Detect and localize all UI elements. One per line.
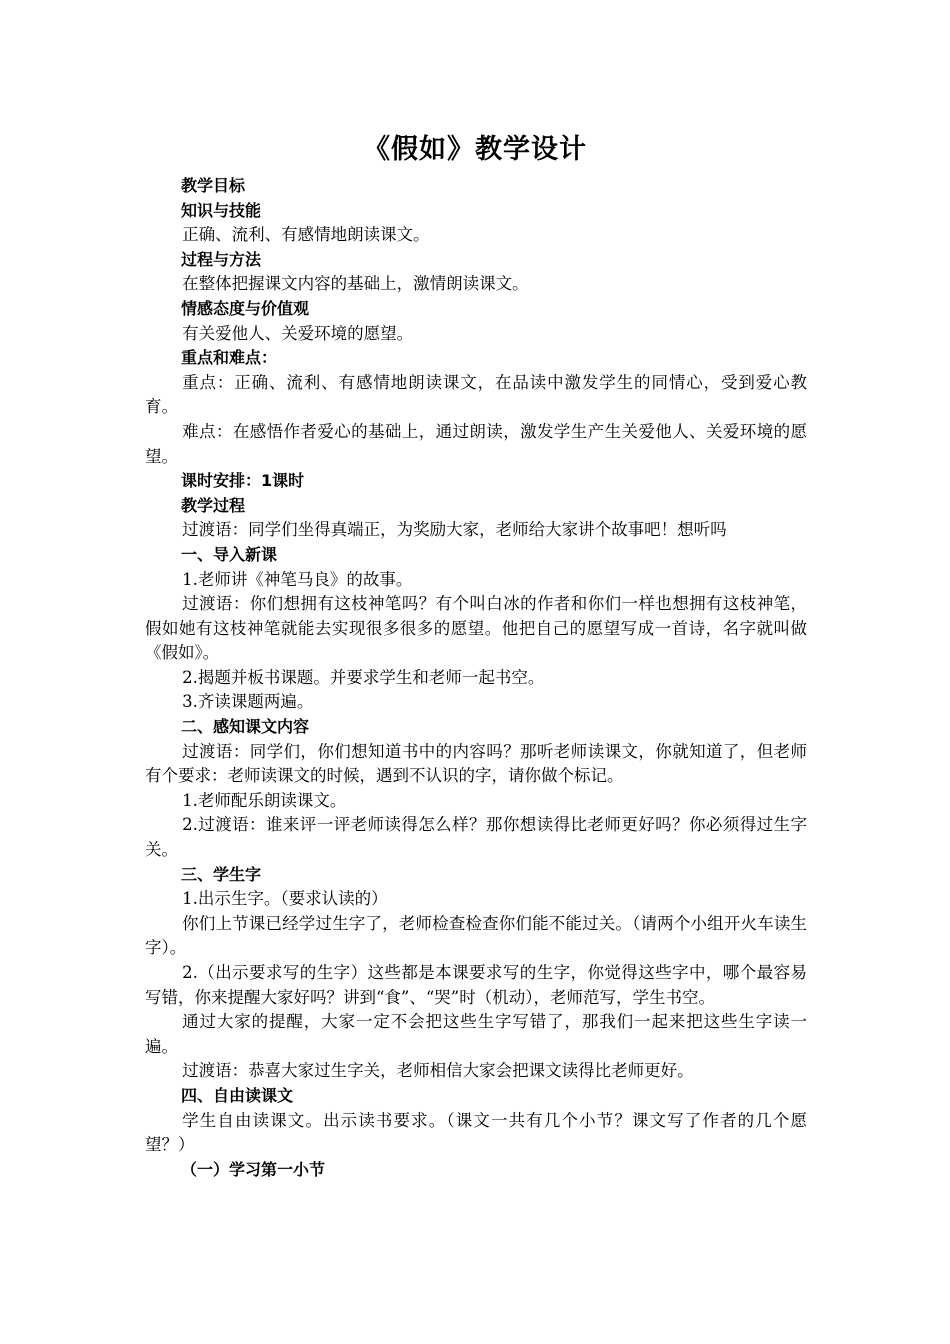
paragraph: 过渡语：同学们坐得真端正，为奖励大家，老师给大家讲个故事吧！想听吗 [182, 520, 727, 540]
section-heading: 过程与方法 [181, 249, 262, 269]
paragraph: 2.过渡语：谁来评一评老师读得怎么样？那你想读得比老师更好吗？你必须得过生字关。 [145, 815, 807, 860]
section-heading: 二、感知课文内容 [181, 717, 310, 737]
section-heading: 教学目标 [181, 176, 246, 195]
paragraph: 重点：正确、流利、有感情地朗读课文，在品读中激发学生的同情心，受到爱心教育。 [145, 372, 807, 417]
paragraph: 过渡语：同学们，你们想知道书中的内容吗？那听老师读课文，你就知道了，但老师有个要求：老师读课文的时候，遇到不认识的字，请你做个标记。 [145, 741, 807, 786]
paragraph: 过渡语：你们想拥有这枝神笔吗？有个叫白冰的作者和你们一样也想拥有这枝神笔，假如她有这枝神笔就能去实现很多很多的愿望。他把自己的愿望写成一首诗，名字就叫做《假如》。 [145, 594, 807, 663]
section-heading: 知识与技能 [181, 200, 262, 220]
paragraph: 有关爱他人、关爱环境的愿望。 [182, 323, 414, 343]
paragraph: 学生自由读课文。出示读书要求。（课文一共有几个小节？课文写了作者的几个愿望？） [145, 1110, 807, 1155]
section-heading: 四、自由读课文 [181, 1085, 294, 1105]
section-heading: 三、学生字 [181, 864, 262, 884]
paragraph: 难点：在感悟作者爱心的基础上，通过朗读，激发学生产生关爱他人、关爱环境的愿望。 [145, 421, 807, 466]
section-heading: 教学过程 [181, 495, 246, 515]
paragraph: 1.老师配乐朗读课文。 [182, 790, 347, 810]
section-heading: 情感态度与价值观 [181, 298, 310, 318]
paragraph: 过渡语：恭喜大家过生字关，老师相信大家会把课文读得比老师更好。 [182, 1061, 694, 1081]
paragraph: 3.齐读课题两遍。 [182, 692, 314, 712]
paragraph: 你们上节课已经学过生字了，老师检查检查你们能不能过关。（请两个小组开火车读生字）。 [145, 913, 807, 958]
paragraph: 2.（出示要求写的生字）这些都是本课要求写的生字，你觉得这些字中，哪个最容易写错，你来提醒大家好吗？讲到“食”、“哭”时（机动），老师范写，学生书空。 [145, 963, 807, 1007]
paragraph: 正确、流利、有感情地朗读课文。 [182, 225, 430, 245]
paragraph: 2.揭题并板书课题。并要求学生和老师一起书空。 [182, 667, 545, 687]
paragraph: 1.老师讲《神笔马良》的故事。 [182, 569, 413, 589]
document-body [145, 174, 807, 1182]
paragraph: 在整体把握课文内容的基础上，激情朗读课文。 [182, 274, 529, 294]
section-heading: 重点和难点： [181, 348, 278, 368]
section-heading: （一）学习第一小节 [181, 1159, 326, 1179]
paragraph: 通过大家的提醒，大家一定不会把这些生字写错了，那我们一起来把这些生字读一遍。 [145, 1012, 807, 1056]
section-heading: 一、导入新课 [181, 544, 278, 564]
section-heading: 课时安排：1课时 [181, 471, 305, 491]
document-title: 《假如》教学设计 [363, 134, 587, 165]
paragraph: 1.出示生字。（要求认读的） [182, 889, 388, 909]
